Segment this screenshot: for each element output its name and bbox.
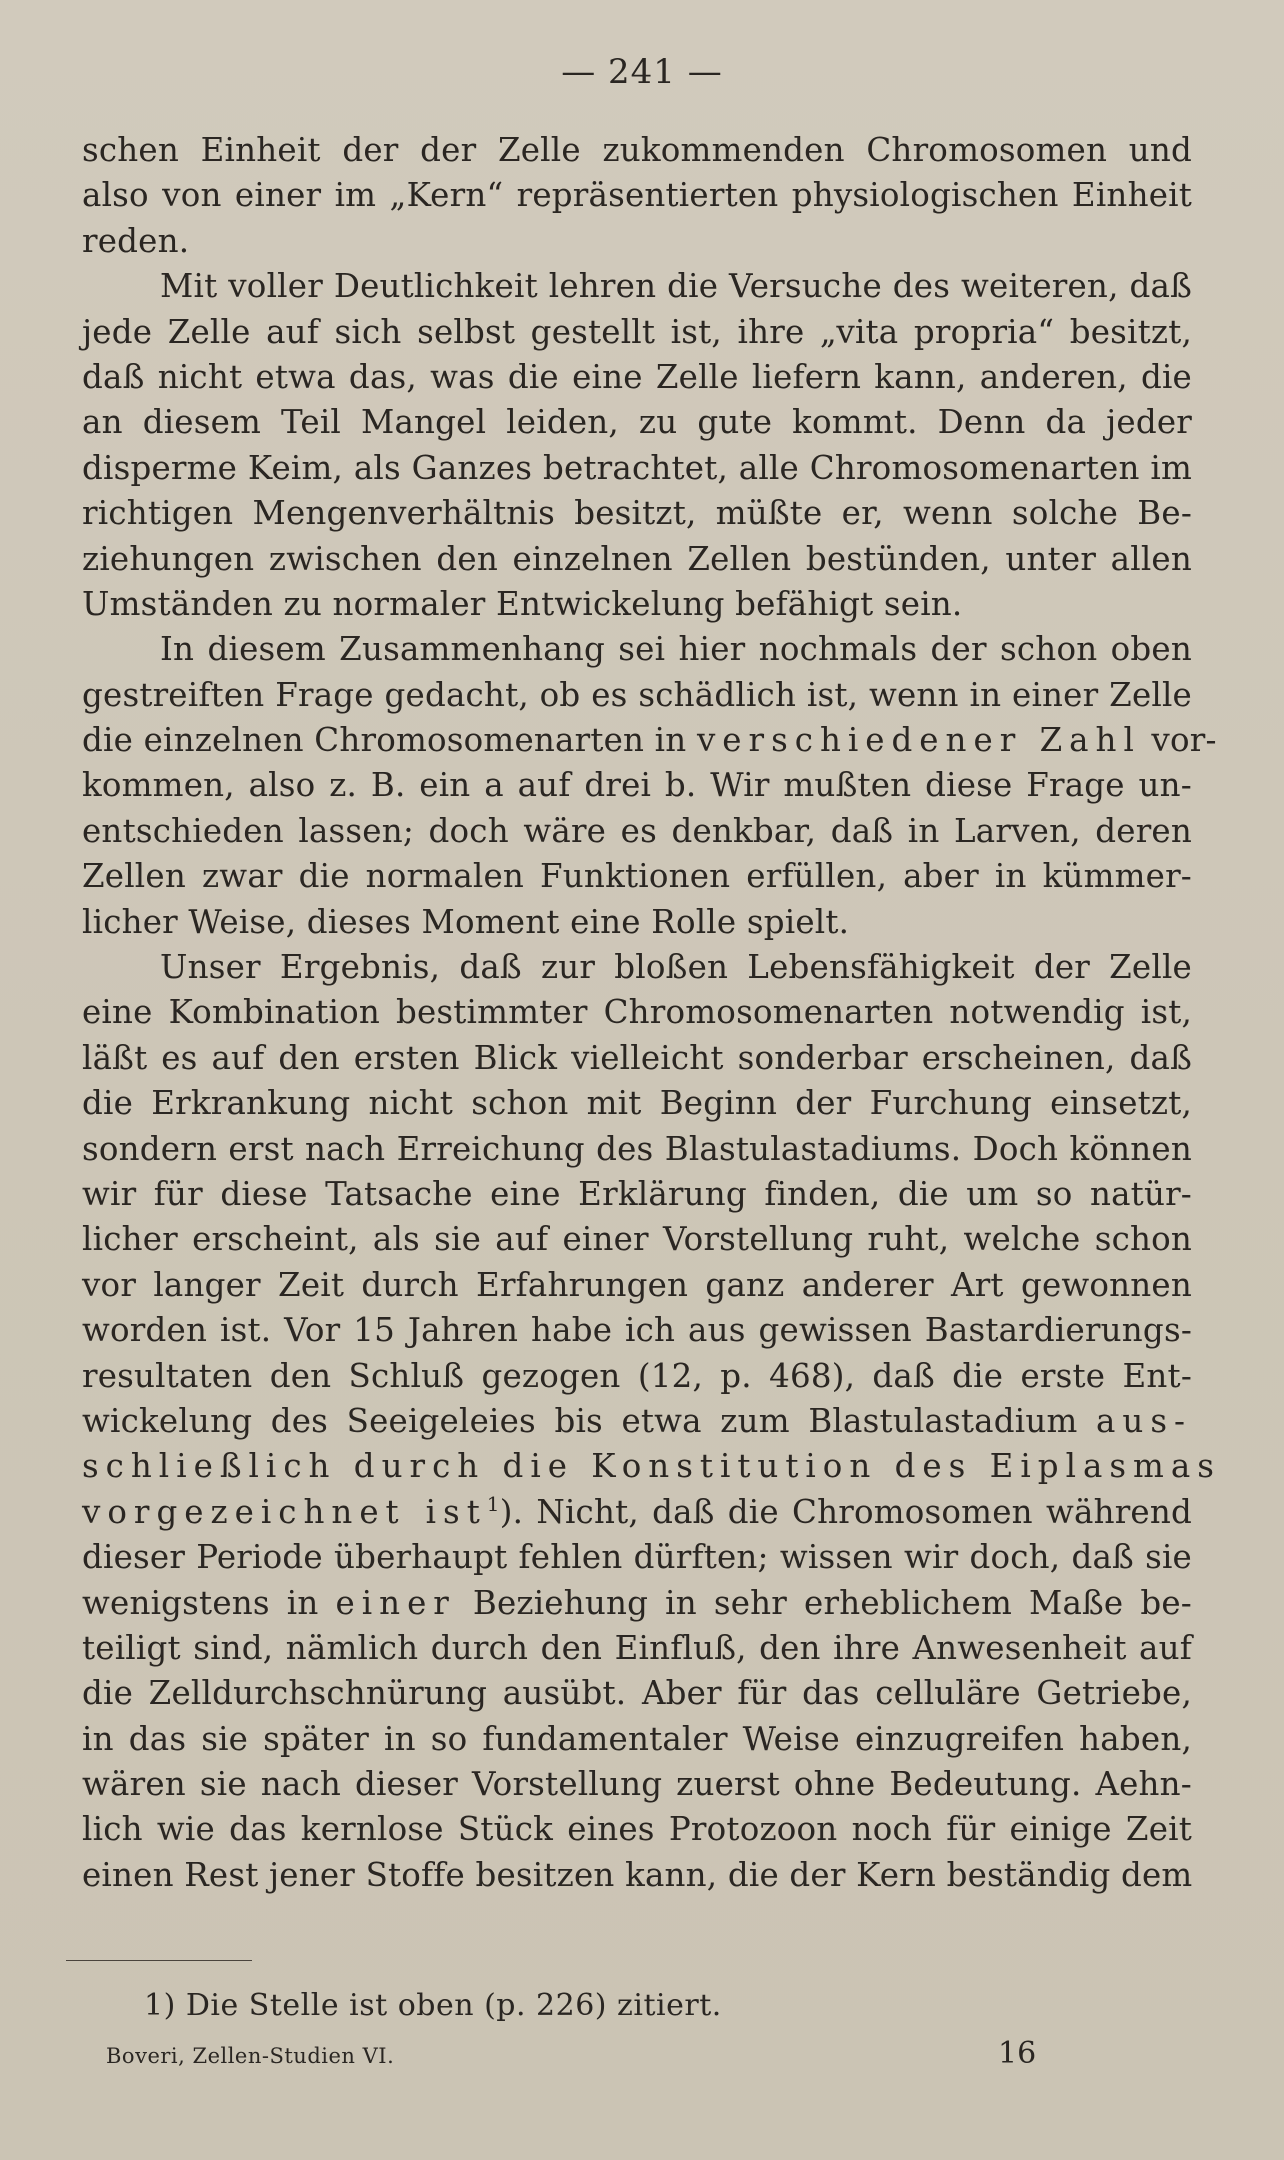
text-fragment: wenigstens in — [82, 1583, 336, 1622]
text-line — [82, 1490, 1192, 1535]
text-line: einen Rest jener Stoffe besitzen kann, die der Kern beständig dem — [82, 1855, 1193, 1894]
text-line: richtigen Mengenverhältnis besitzt, müßte er, wenn solche Be- — [82, 494, 1192, 533]
text-line: licher Weise, dieses Moment eine Rolle spielt. — [82, 902, 850, 941]
text-line: also von einer im „Kern“ repräsentierten physiologischen Einheit — [82, 176, 1192, 215]
sheet-number: 16 — [998, 2036, 1037, 2071]
emphasized-text-line: schließlich durch die Konstitution des Eiplasmas — [82, 1447, 1221, 1486]
emphasized-text: aus- — [1096, 1401, 1192, 1440]
emphasized-text: vorgezeichnet ist — [82, 1492, 487, 1531]
text-line: ziehungen zwischen den einzelnen Zellen bestünden, unter allen — [82, 539, 1192, 578]
text-line: Unser Ergebnis, daß zur bloßen Lebensfähigkeit der Zelle — [160, 948, 1192, 987]
text-line: schen Einheit der der Zelle zukommenden Chromosomen und — [82, 131, 1192, 169]
text-line: dieser Periode überhaupt fehlen dürften; wissen wir doch, daß sie — [82, 1538, 1192, 1577]
text-line: teiligt sind, nämlich durch den Einfluß, den ihre Anwesenheit auf — [82, 1628, 1192, 1667]
text-fragment: wickelung des Seeigeleies bis etwa zum Blastulastadium — [82, 1401, 1097, 1440]
text-line — [82, 1581, 1192, 1626]
text-fragment: vor- — [1140, 721, 1217, 760]
text-line: läßt es auf den ersten Blick vielleicht sonderbar erscheinen, daß — [82, 1038, 1192, 1077]
footnote: 1) Die Stelle ist oben (p. 226) zitiert. — [144, 1988, 722, 2023]
text-line: reden. — [82, 221, 190, 260]
text-line: eine Kombination bestimmter Chromosomenarten notwendig ist, — [82, 993, 1192, 1032]
text-line: In diesem Zusammenhang sei hier nochmals der schon oben — [160, 630, 1192, 669]
text-line: jede Zelle auf sich selbst gestellt ist, ihre „vita propria“ besitzt, — [82, 312, 1192, 351]
text-line: an diesem Teil Mangel leiden, zu gute kommt. Denn da jeder — [82, 403, 1192, 442]
text-line: entschieden lassen; doch wäre es denkbar, daß in Larven, deren — [82, 811, 1192, 850]
text-line: gestreiften Frage gedacht, ob es schädlich ist, wenn in einer Zelle — [82, 675, 1192, 714]
text-line: Mit voller Deutlichkeit lehren die Versuche des weiteren, daß — [160, 267, 1192, 306]
text-line: disperme Keim, als Ganzes betrachtet, alle Chromosomenarten im — [82, 448, 1192, 487]
body-text — [82, 128, 1221, 1898]
text-line: vor langer Zeit durch Erfahrungen ganz anderer Art gewonnen — [82, 1265, 1192, 1304]
text-fragment: Beziehung in sehr erheblichem Maße be- — [455, 1583, 1192, 1622]
emphasized-text: verschiedener Zahl — [696, 721, 1141, 760]
text-line: Umständen zu normaler Entwickelung befähigt sein. — [82, 584, 963, 623]
footnote-marker[interactable]: 1 — [486, 1491, 500, 1516]
text-line: worden ist. Vor 15 Jahren habe ich aus gewissen Bastardierungs- — [82, 1311, 1192, 1350]
text-line — [82, 718, 1217, 763]
text-line: wir für diese Tatsache eine Erklärung finden, die um so natür- — [82, 1174, 1192, 1213]
text-line — [82, 1399, 1192, 1444]
text-line: daß nicht etwa das, was die eine Zelle liefern kann, anderen, die — [82, 357, 1192, 396]
text-line: Zellen zwar die normalen Funktionen erfüllen, aber in kümmer- — [82, 857, 1192, 896]
footnote-divider — [66, 1960, 252, 1961]
text-line: resultaten den Schluß gezogen (12, p. 468), daß die erste Ent- — [82, 1356, 1192, 1395]
text-line: die Erkrankung nicht schon mit Beginn der Furchung einsetzt, — [82, 1084, 1192, 1123]
text-line: kommen, also z. B. ein a auf drei b. Wir mußten diese Frage un- — [82, 766, 1192, 805]
text-line: lich wie das kernlose Stück eines Protozoon noch für einige Zeit — [82, 1810, 1192, 1849]
printer-signature: Boveri, Zellen-Studien VI. — [106, 2044, 395, 2068]
emphasized-text: einer — [335, 1583, 456, 1622]
text-line: in das sie später in so fundamentaler Weise einzugreifen haben, — [82, 1719, 1192, 1758]
page-number: — 241 — — [561, 52, 723, 92]
text-fragment: ). Nicht, daß die Chromosomen während — [499, 1492, 1193, 1531]
text-line: die Zelldurchschnürung ausübt. Aber für das celluläre Getriebe, — [82, 1674, 1192, 1713]
text-line: licher erscheint, als sie auf einer Vorstellung ruht, welche schon — [82, 1220, 1192, 1259]
text-line: wären sie nach dieser Vorstellung zuerst ohne Bedeutung. Aehn- — [82, 1765, 1192, 1804]
text-fragment: die einzelnen Chromosomenarten in — [82, 721, 697, 760]
text-line: sondern erst nach Erreichung des Blastulastadiums. Doch können — [82, 1129, 1192, 1168]
